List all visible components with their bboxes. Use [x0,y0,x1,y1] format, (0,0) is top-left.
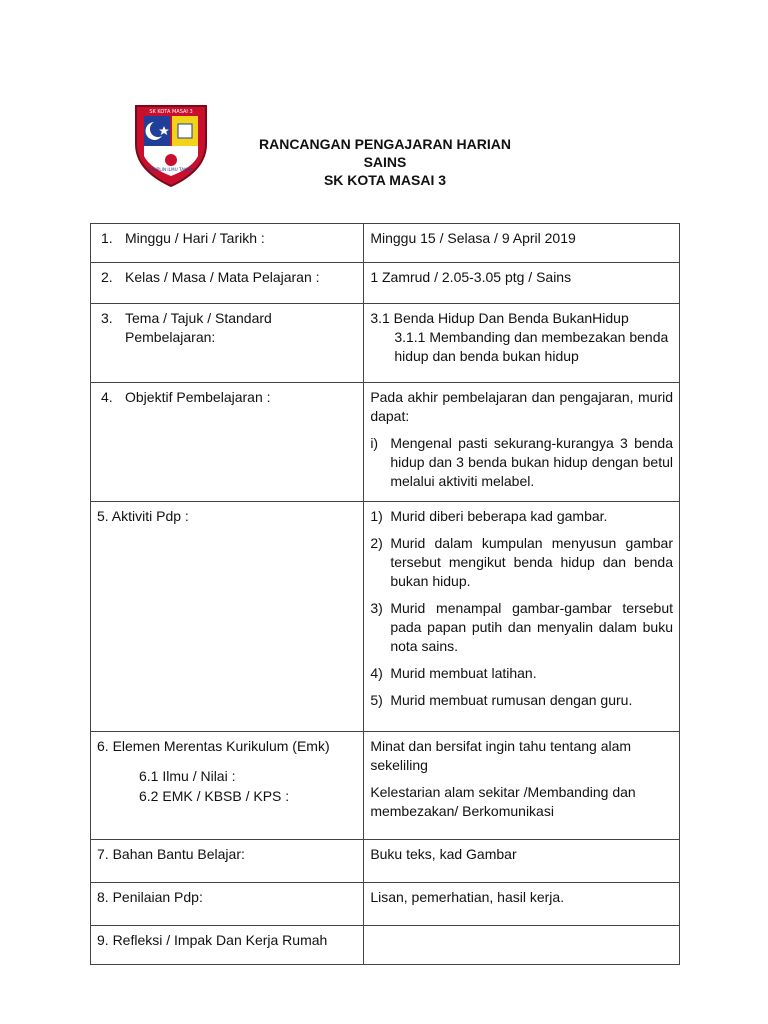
row-4-value-cell [364,383,680,502]
row-4-value-item [370,434,673,491]
row-6-sub-2: 6.2 EMK / KBSB / KPS : [139,788,290,804]
row-4-item-marker: i) [370,435,379,451]
step-text: Murid dalam kumpulan menyusun gambar tersebut mengikut benda hidup dan benda bukan hidup. [390,535,673,589]
step-marker: 1) [370,508,383,524]
step-marker: 2) [370,535,383,551]
row-2-value: 1 Zamrud / 2.05-3.05 ptg / Sains [364,263,680,304]
step-marker: 5) [370,692,383,708]
step-text: Murid menampal gambar-gambar tersebut pada papan putih dan menyalin dalam buku nota sains. [390,600,673,654]
lesson-plan-table [90,223,680,965]
row-4-value-intro: Pada akhir pembelajaran dan pengajaran, murid dapat: [370,389,673,424]
row-6-label: 6. Elemen Merentas Kurikulum (Emk) [97,738,330,754]
row-1-label-cell [91,224,364,263]
document-title [220,135,550,189]
row-6-label-cell [91,732,364,840]
step-marker: 3) [370,600,383,616]
row-8-label: 8. Penilaian Pdp: [91,883,364,926]
row-3-value-cell [364,304,680,383]
row-tema-tajuk [91,304,680,383]
svg-text:SK KOTA MASAI 3: SK KOTA MASAI 3 [149,109,193,115]
row-refleksi [91,926,680,965]
row-3-value-line1: 3.1 Benda Hidup Dan Benda BukanHidup [370,310,629,326]
row-1-number: 1. [101,230,113,246]
row-3-value-line2: 3.1.1 Membanding dan membezakan benda hidup dan benda bukan hidup [394,329,669,364]
row-6-sub-1: 6.1 Ilmu / Nilai : [139,768,236,784]
row-5-label: 5. Aktiviti Pdp : [91,502,364,732]
title-line-1: RANCANGAN PENGAJARAN HARIAN [258,136,511,152]
row-penilaian [91,883,680,926]
row-3-label-line1: Tema / Tajuk / Standard [125,310,272,326]
row-kelas-masa [91,263,680,304]
row-4-label-cell [91,383,364,502]
row-9-label: 9. Refleksi / Impak Dan Kerja Rumah [91,926,364,965]
school-crest-logo [132,100,210,190]
row-3-number: 3. [101,310,113,326]
row-2-number: 2. [101,269,113,285]
row-minggu-hari-tarikh [91,224,680,263]
row-6-value-para2: Kelestarian alam sekitar /Membanding dan membezakan/ Berkomunikasi [370,784,636,819]
row-7-label: 7. Bahan Bantu Belajar: [91,840,364,883]
svg-text:DISIPLIN ILMU TAKWA: DISIPLIN ILMU TAKWA [148,167,194,172]
row-4-number: 4. [101,389,113,405]
row-6-value-para1: Minat dan bersifat ingin tahu tentang alam sekeliling [370,738,632,773]
row-7-value: Buku teks, kad Gambar [364,840,680,883]
activity-step [370,534,673,591]
row-objektif [91,383,680,502]
crest-icon [132,100,210,190]
title-line-3: SK KOTA MASAI 3 [323,172,447,188]
row-6-value-cell [364,732,680,840]
step-marker: 4) [370,665,383,681]
activity-step [370,664,673,683]
row-1-value: Minggu 15 / Selasa / 9 April 2019 [364,224,680,263]
row-3-label-cell [91,304,364,383]
step-text: Murid membuat rumusan dengan guru. [390,692,633,708]
row-4-item-text: Mengenal pasti sekurang-kurangya 3 benda hidup dan 3 benda bukan hidup dengan betul melalui aktiviti melabel. [390,435,673,489]
row-1-label: Minggu / Hari / Tarikh : [125,230,265,246]
step-text: Murid membuat latihan. [390,665,537,681]
title-line-2: SAINS [363,154,407,170]
activity-step [370,691,673,710]
row-2-label-cell [91,263,364,304]
row-bahan-bantu [91,840,680,883]
activity-step [370,507,673,526]
row-4-label: Objektif Pembelajaran : [125,389,271,405]
row-aktiviti [91,502,680,732]
step-text: Murid diberi beberapa kad gambar. [390,508,608,524]
row-9-value [364,926,680,965]
row-elemen-merentas-kurikulum [91,732,680,840]
row-2-label: Kelas / Masa / Mata Pelajaran : [125,269,320,285]
row-3-label-line2: Pembelajaran: [125,329,216,345]
row-8-value: Lisan, pemerhatian, hasil kerja. [364,883,680,926]
row-5-value-cell [364,502,680,732]
activity-step [370,599,673,656]
